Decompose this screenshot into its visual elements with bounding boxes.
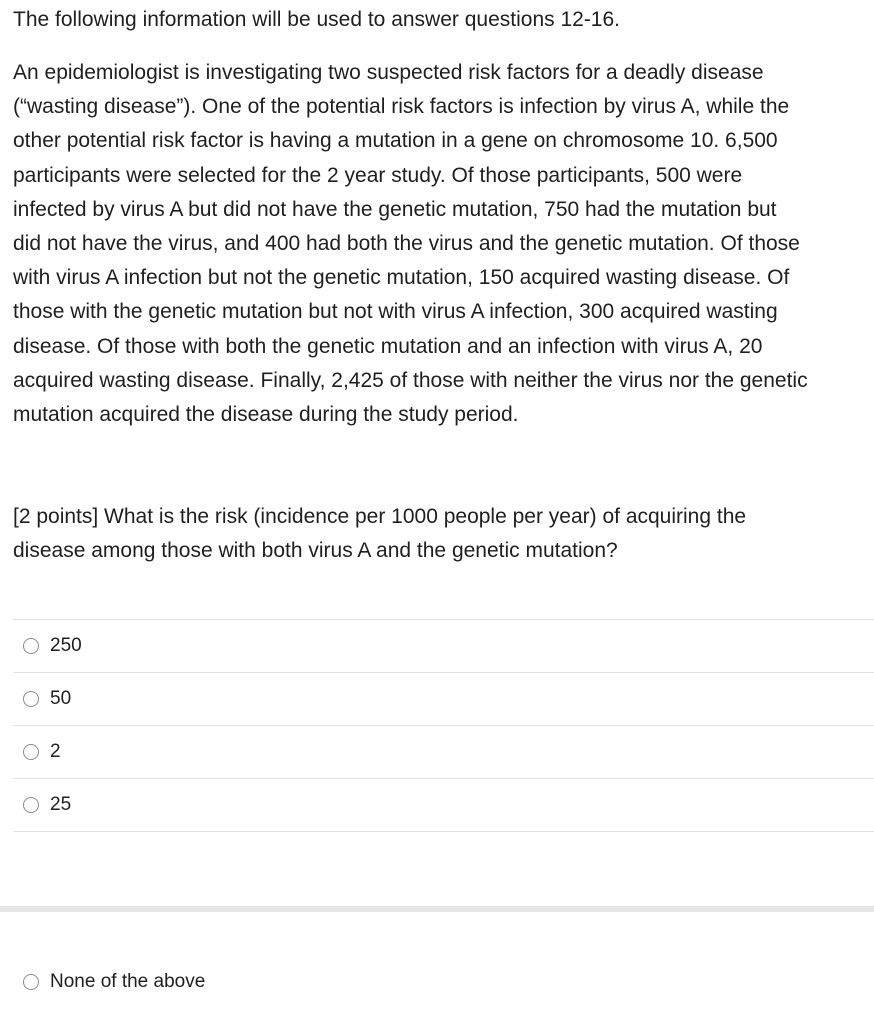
answer-option-none-of-the-above[interactable] <box>13 958 874 1006</box>
answer-option-label: None of the above <box>50 971 206 992</box>
passage-line: infected by virus A but did not have the genetic mutation, 750 had the mutation but <box>13 197 777 221</box>
radio-button-icon[interactable] <box>23 797 39 813</box>
answer-options <box>13 619 874 832</box>
passage-line: did not have the virus, and 400 had both the virus and the genetic mutation. Of those <box>13 232 800 256</box>
question-line: disease among those with both virus A and the genetic mutation? <box>13 539 618 562</box>
answer-option-2[interactable] <box>13 726 874 779</box>
passage-line: disease. Of those with both the genetic mutation and an infection with virus A, 20 <box>13 334 763 358</box>
section-divider <box>0 906 874 912</box>
passage-line: with virus A infection but not the genetic mutation, 150 acquired wasting disease. Of <box>13 266 790 290</box>
passage-line: mutation acquired the disease during the study period. <box>13 403 519 427</box>
radio-button-icon[interactable] <box>23 974 39 990</box>
answer-option-50[interactable] <box>13 673 874 726</box>
radio-button-icon[interactable] <box>23 638 39 654</box>
answer-option-label: 250 <box>50 635 82 656</box>
passage-line: acquired wasting disease. Finally, 2,425 of those with neither the virus nor the genetic <box>13 368 808 392</box>
answer-option-25[interactable] <box>13 779 874 832</box>
question-text <box>13 500 874 568</box>
answer-option-label: 50 <box>50 688 72 709</box>
passage-line: (“wasting disease”). One of the potential risk factors is infection by virus A, while the <box>13 95 790 119</box>
passage-line: participants were selected for the 2 year study. Of those participants, 500 were <box>13 163 743 187</box>
answer-option-250[interactable] <box>13 620 874 673</box>
passage <box>13 56 874 432</box>
radio-button-icon[interactable] <box>23 744 39 760</box>
passage-line: other potential risk factor is having a mutation in a gene on chromosome 10. 6,500 <box>13 129 778 153</box>
answer-option-label: 2 <box>50 741 61 762</box>
answer-option-label: 25 <box>50 794 72 815</box>
passage-line: those with the genetic mutation but not with virus A infection, 300 acquired wasting <box>13 300 778 324</box>
intro-text: The following information will be used to answer questions 12-16. <box>13 8 621 31</box>
question-line: [2 points] What is the risk (incidence per 1000 people per year) of acquiring the <box>13 505 747 528</box>
passage-line: An epidemiologist is investigating two suspected risk factors for a deadly disease <box>13 61 764 84</box>
radio-button-icon[interactable] <box>23 691 39 707</box>
